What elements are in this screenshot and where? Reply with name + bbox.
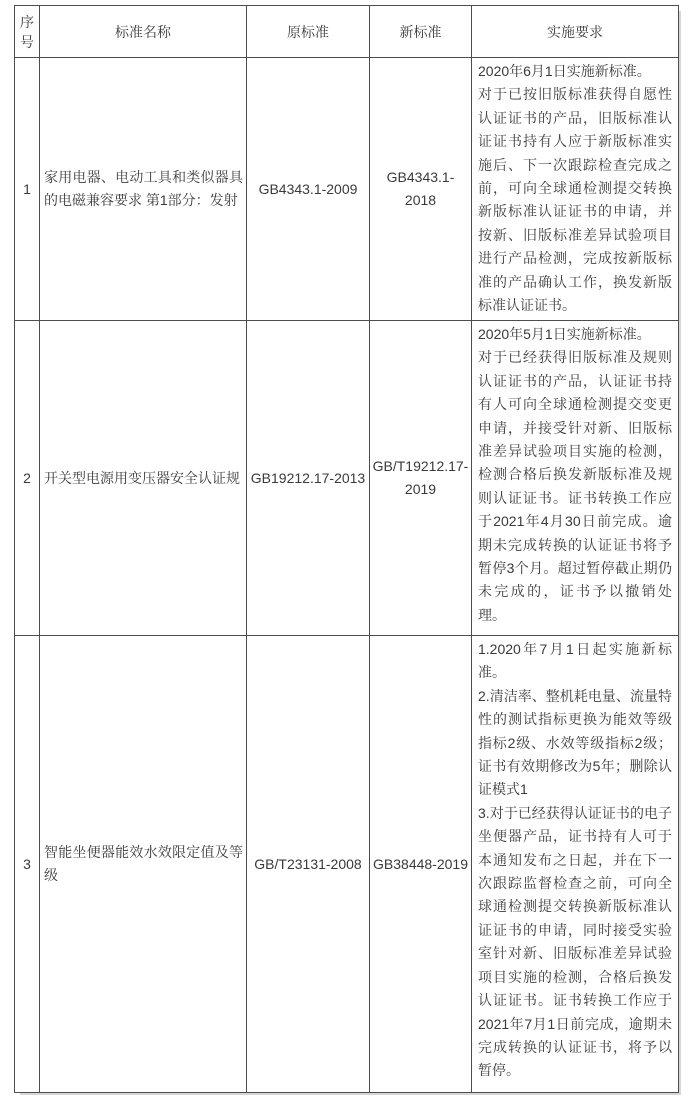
cell-new-standard: GB4343.1-2018 xyxy=(370,58,472,321)
cell-standard-name: 开关型电源用变压器安全认证规 xyxy=(40,321,247,636)
cell-requirements xyxy=(472,321,679,636)
cell-requirements xyxy=(472,636,679,1093)
standards-table xyxy=(14,5,679,1093)
cell-requirements xyxy=(472,58,679,321)
header-requirements: 实施要求 xyxy=(472,6,679,58)
cell-standard-name: 智能坐便器能效水效限定值及等级 xyxy=(40,636,247,1093)
cell-old-standard: GB/T23131-2008 xyxy=(247,636,370,1093)
cell-standard-name: 家用电器、电动工具和类似器具的电磁兼容要求 第1部分：发射 xyxy=(40,58,247,321)
cell-serial: 3 xyxy=(15,636,40,1093)
header-old-standard: 原标准 xyxy=(247,6,370,58)
requirement-paragraph: 2020年5月1日实施新标准。 xyxy=(478,326,651,342)
cell-new-standard: GB38448-2019 xyxy=(370,636,472,1093)
cell-new-standard: GB/T19212.17-2019 xyxy=(370,321,472,636)
requirement-paragraph: 2020年6月1日实施新标准。 xyxy=(478,63,651,79)
cell-old-standard: GB19212.17-2013 xyxy=(247,321,370,636)
header-row xyxy=(15,6,679,58)
cell-serial: 1 xyxy=(15,58,40,321)
requirement-paragraph: 3.对于已经获得认证证书的电子坐便器产品，证书持有人可于本通知发布之日起，并在下一次跟踪监督检查之前，可向全球通检测提交转换新版标准认证证书的申请，同时接受实验室针对新、旧版标准差异试验项目实施的检测，合格后换发认证证书。证书转换工作应于2021年7月1日前完成，逾期未完成转换的认证证书，将予以暂停。 xyxy=(478,804,672,1079)
cell-serial: 2 xyxy=(15,321,40,636)
cell-old-standard: GB4343.1-2009 xyxy=(247,58,370,321)
requirement-paragraph: 对于已经获得旧版标准及规则认证证书的产品，认证证书持有人可向全球通检测提交变更申请，并接受针对新、旧版标准差异试验项目实施的检测，检测合格后换发新版标准及规则认证证书。证书转换工作应于2021年4月30日前完成。逾期未完成转换的认证证书将予暂停3个月。超过暂停截止期仍未完成的，证书予以撤销处理。 xyxy=(478,349,672,623)
header-serial: 序号 xyxy=(15,6,40,58)
header-new-standard: 新标准 xyxy=(370,6,472,58)
requirement-paragraph: 2.清洁率、整机耗电量、流量特性的测试指标更换为能效等级指标2级、水效等级指标2级；证书有效期修改为5年；删除认证模式1 xyxy=(478,687,672,798)
table-row xyxy=(15,636,679,1093)
requirement-paragraph: 1.2020年7月1日起实施新标准。 xyxy=(478,641,672,681)
table-row xyxy=(15,321,679,636)
table-row xyxy=(15,58,679,321)
header-standard-name: 标准名称 xyxy=(40,6,247,58)
requirement-paragraph: 对于已按旧版标准获得自愿性认证证书的产品，旧版标准认证证书持有人应于新版标准实施后、下一次跟踪检查完成之前，可向全球通检测提交转换新版标准认证证书的申请，并按新、旧版标准差异试验项目进行产品检测，完成按新版标准的产品确认工作，换发新版标准认证证书。 xyxy=(478,86,672,314)
